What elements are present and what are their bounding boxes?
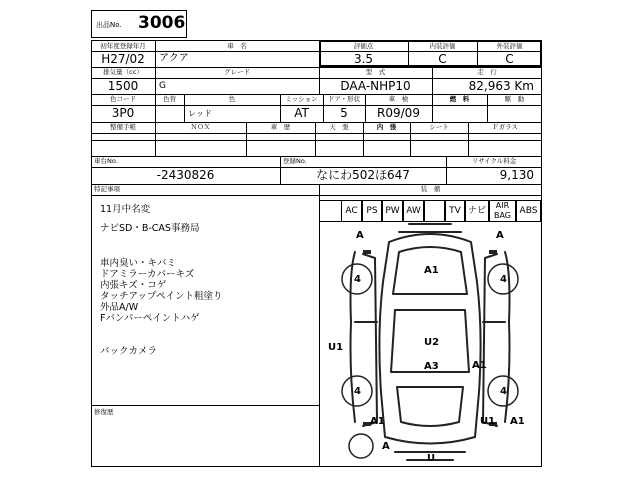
note-line: バックカメラ xyxy=(100,346,158,357)
first-registration-value: H27/02 xyxy=(101,52,145,66)
damage-code-front-left: 4 xyxy=(354,274,361,285)
car-name-label: 車 名 xyxy=(227,42,247,50)
equipment-aw: AW xyxy=(403,200,424,222)
special-notes-label: 特記事項 xyxy=(94,185,120,193)
damage-code-rear-left: 4 xyxy=(354,386,361,397)
note-line: ナビSD・B-CAS事務局 xyxy=(100,223,200,234)
chassis-number-value: -2430826 xyxy=(156,168,215,182)
equipment-ac: AC xyxy=(341,200,362,222)
equipment-pw: PW xyxy=(382,200,403,222)
displacement-value: 1500 xyxy=(107,79,139,93)
drive-value xyxy=(487,105,542,121)
recycle-fee-label: リサイクル料金 xyxy=(471,157,517,165)
interior-score-value: C xyxy=(438,52,447,66)
grade-value: G xyxy=(159,81,166,91)
recolor-label: 色替 xyxy=(163,95,176,103)
note-line: 11月中名変 xyxy=(100,204,151,215)
chassis-number-label: 車台No. xyxy=(94,157,118,165)
front-glass-label: Ｆガラス xyxy=(492,123,518,131)
maintenance-record-label: 整備手帳 xyxy=(110,123,136,131)
mileage-value: 82,963 Km xyxy=(468,79,534,93)
first-registration-label: 初年度登録年月 xyxy=(100,42,146,50)
damage-code-top-left: A xyxy=(356,230,364,241)
equipment-label: 装 備 xyxy=(420,185,441,193)
nox-label: ＮＯＸ xyxy=(190,123,211,131)
damage-code-rear-right-upper: A1 xyxy=(472,360,487,371)
recycle-fee-value: 9,130 xyxy=(499,168,534,182)
color-value: レッド xyxy=(188,109,212,118)
score-value: 3.5 xyxy=(353,52,374,66)
lot-number: 3006 xyxy=(138,13,186,33)
exterior-score-label: 外装評価 xyxy=(496,42,523,50)
color-label: 色 xyxy=(228,95,236,103)
registration-number-label: 登録No. xyxy=(283,157,307,165)
model-code-value: DAA-NHP10 xyxy=(340,79,411,93)
damage-code-front-right: 4 xyxy=(500,274,507,285)
interior-trim-label: 内 張 xyxy=(376,123,397,131)
equipment-tv: TV xyxy=(445,200,465,222)
damage-code-cabin: A3 xyxy=(424,361,439,372)
registration-number-value: なにわ502ほ647 xyxy=(316,168,410,182)
drive-label: 駆 動 xyxy=(504,95,525,103)
headliner-label: 天 張 xyxy=(329,123,349,131)
mileage-label: 走 行 xyxy=(477,68,497,76)
inspection-value: R09/09 xyxy=(377,106,420,120)
exterior-score-value: C xyxy=(505,52,514,66)
note-line: 内張キズ・コゲ xyxy=(100,280,167,291)
repair-history-label: 修復歴 xyxy=(94,408,114,416)
damage-code-left-side: U1 xyxy=(328,342,344,353)
note-line: Fバンパーペイントハゲ xyxy=(100,313,200,324)
doors-label: ドア・形状 xyxy=(327,95,361,103)
interior-score-label: 内装評価 xyxy=(429,42,456,50)
equipment-navi: ナビ xyxy=(465,200,489,222)
note-line: ドアミラーカバーキズ xyxy=(100,269,195,280)
displacement-label: 排気量（cc） xyxy=(103,68,143,76)
damage-code-bottom-mid: U1 xyxy=(480,416,496,427)
damage-code-bottom-right: A1 xyxy=(510,416,525,427)
note-line: タッチアップペイント粗塗り xyxy=(100,291,223,302)
recolor-value xyxy=(155,105,184,121)
equipment-blank xyxy=(424,200,445,222)
damage-code-top-right: A xyxy=(496,230,504,241)
note-line: 車内臭い・キバミ xyxy=(100,258,177,269)
damage-code-rear-right: 4 xyxy=(500,386,507,397)
equipment-airbag: AIR BAG xyxy=(489,200,516,222)
damage-code-rear-u: U xyxy=(427,453,436,464)
damage-code-rear-a: A xyxy=(382,441,390,452)
transmission-value: AT xyxy=(294,106,309,120)
model-code-label: 型 式 xyxy=(365,68,386,76)
color-code-label: 色コード xyxy=(110,95,136,103)
score-label: 評価点 xyxy=(353,42,374,50)
color-code-value: 3P0 xyxy=(111,106,135,120)
fuel-value xyxy=(432,105,487,121)
equipment-abs: ABS xyxy=(516,200,541,222)
inspection-label: 車 検 xyxy=(388,95,409,103)
lot-number-box xyxy=(91,10,187,38)
lot-number-label: 出品No. xyxy=(96,21,122,29)
fuel-label: 燃 料 xyxy=(449,95,470,103)
transmission-label: ミッション xyxy=(285,95,318,103)
doors-value: 5 xyxy=(340,106,348,120)
car-name-value: アクア xyxy=(159,53,189,64)
damage-code-bottom-left: A1 xyxy=(370,416,385,427)
vehicle-history-label: 車 歴 xyxy=(270,123,291,131)
note-line: 外品A/W xyxy=(100,302,139,313)
damage-code-roof-rear: U2 xyxy=(424,337,440,348)
seat-label: シート xyxy=(429,123,449,131)
damage-code-roof-front: A1 xyxy=(424,265,439,276)
grade-label: グレード xyxy=(224,68,250,76)
equipment-ps: PS xyxy=(362,200,382,222)
